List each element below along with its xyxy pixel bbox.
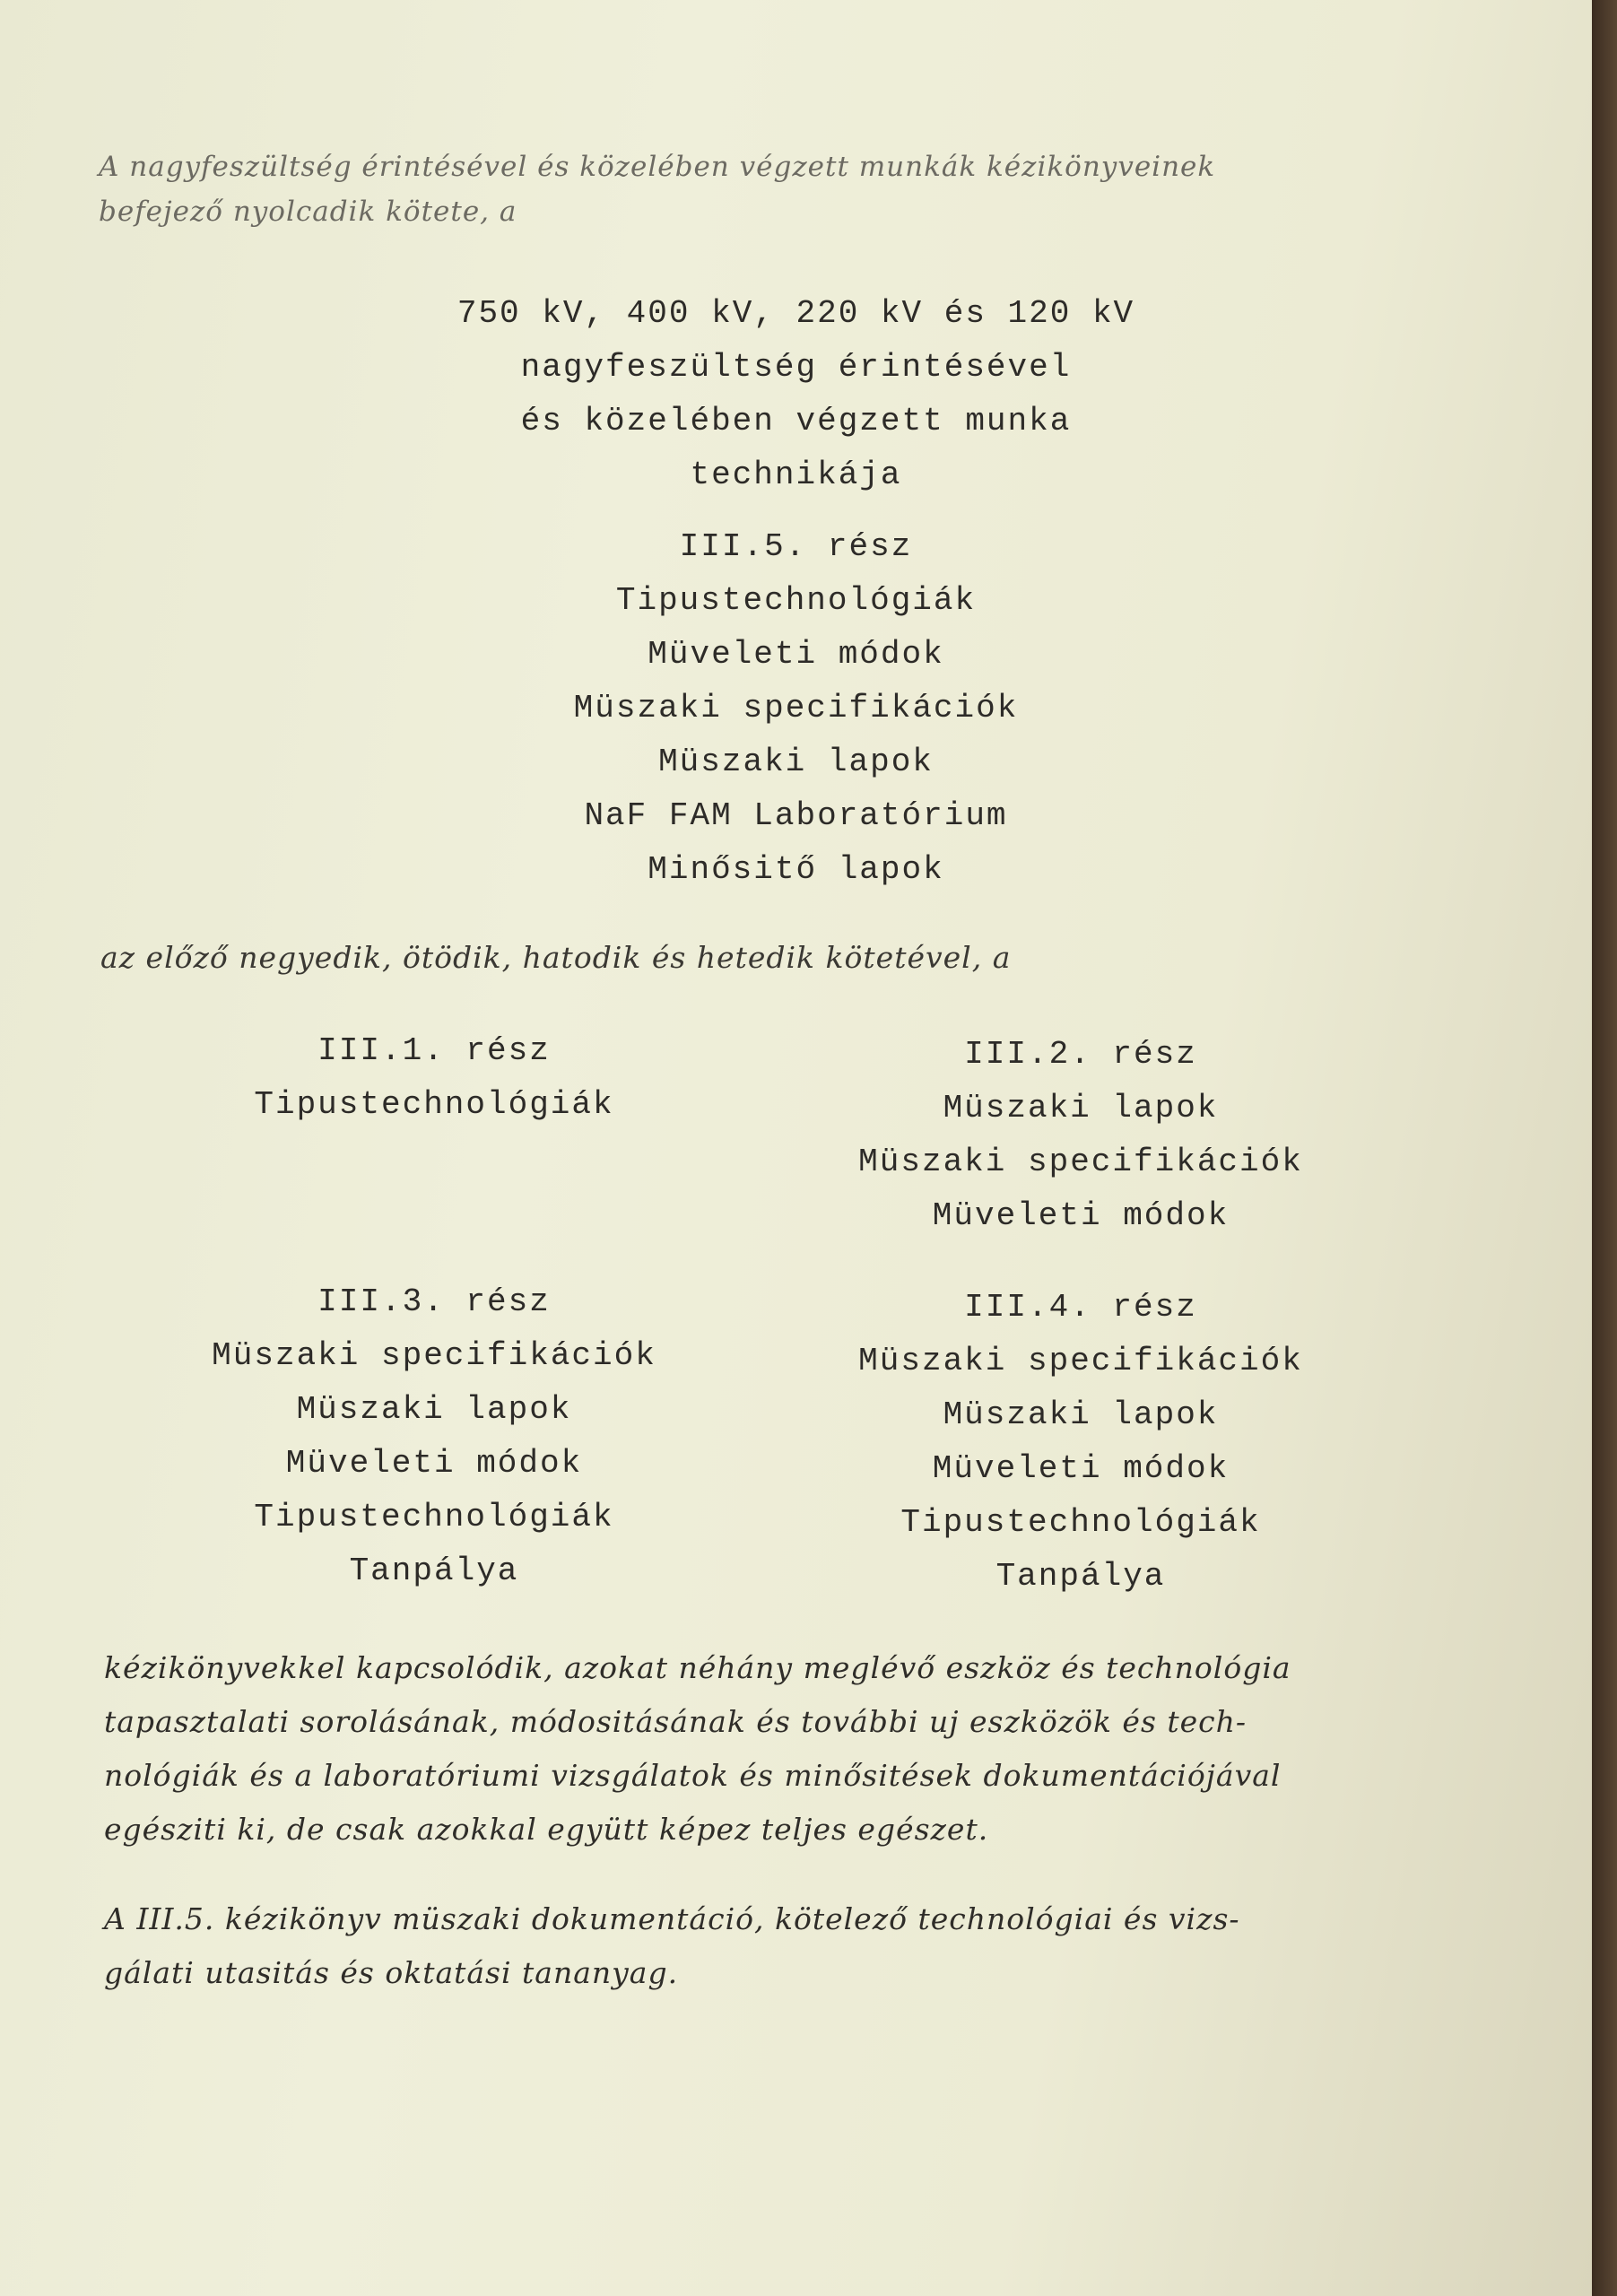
part-5-item: NaF FAM Laboratórium (584, 797, 1008, 834)
part-3-block (120, 1275, 748, 1598)
part-4-item: Müveleti módok (932, 1450, 1230, 1487)
paragraph-line: egésziti ki, de csak azokkal együtt képez teljes egészet. (104, 1812, 989, 1847)
part-4-heading: III.4. rész (964, 1289, 1197, 1326)
closing-paragraph-1 (104, 1641, 1291, 1857)
title-line: nagyfeszültség érintésével (520, 349, 1072, 386)
paragraph-line: A III.5. kézikönyv müszaki dokumentáció, kötelező technológiai és vizs- (104, 1901, 1240, 1936)
paragraph-line: gálati utasitás és oktatási tananyag. (104, 1955, 679, 1990)
part-2-block (767, 1028, 1395, 1243)
part-5-item: Müveleti módok (648, 636, 944, 673)
part-2-item: Müszaki specifikációk (858, 1144, 1303, 1180)
part-4-item: Müszaki specifikációk (858, 1343, 1303, 1379)
title-line: és közelében végzett munka (520, 403, 1072, 439)
part-3-item: Tipustechnológiák (254, 1499, 614, 1535)
part-5-block (0, 520, 1592, 897)
part-2-item: Müveleti módok (932, 1197, 1230, 1234)
part-3-item: Müszaki specifikációk (212, 1337, 656, 1374)
paragraph-line: kézikönyvekkel kapcsolódik, azokat néhány meglévő eszköz és technológia (104, 1650, 1291, 1685)
part-5-item: Tipustechnológiák (615, 582, 977, 619)
part-3-item: Müszaki lapok (296, 1391, 572, 1428)
title-line: 750 kV, 400 kV, 220 kV és 120 kV (456, 295, 1135, 332)
part-2-heading: III.2. rész (964, 1036, 1197, 1073)
part-4-block (767, 1281, 1395, 1604)
part-1-item: Tipustechnológiák (254, 1086, 614, 1123)
part-3-item: Müveleti módok (285, 1445, 583, 1482)
part-5-item: Minősitő lapok (648, 851, 944, 888)
part-1-block (120, 1024, 748, 1132)
intro-line-2: befejező nyolcadik kötete, a (99, 196, 517, 228)
table-background (1592, 0, 1617, 2296)
title-line: technikája (690, 457, 902, 493)
part-5-item: Müszaki specifikációk (573, 690, 1019, 726)
part-4-item: Tanpálya (995, 1558, 1166, 1595)
volume-title (0, 287, 1592, 502)
part-4-item: Müszaki lapok (943, 1396, 1219, 1433)
previous-volumes-line: az előző negyedik, ötödik, hatodik és hetedik kötetével, a (100, 940, 1012, 975)
closing-paragraph-2 (104, 1892, 1240, 2000)
paragraph-line: tapasztalati sorolásának, módositásának és további uj eszközök és tech- (104, 1704, 1248, 1739)
part-5-heading: III.5. rész (679, 528, 913, 565)
part-5-item: Müszaki lapok (658, 744, 934, 780)
part-3-item: Tanpálya (349, 1552, 519, 1589)
paragraph-line: nológiák és a laboratóriumi vizsgálatok és minősitések dokumentációjával (104, 1758, 1282, 1793)
intro-line-1: A nagyfeszültség érintésével és közelében végzett munkák kézikönyveinek (99, 151, 1216, 183)
part-1-heading: III.1. rész (317, 1032, 551, 1069)
part-2-item: Müszaki lapok (943, 1090, 1219, 1126)
part-4-item: Tipustechnológiák (900, 1504, 1261, 1541)
part-3-heading: III.3. rész (317, 1283, 551, 1320)
